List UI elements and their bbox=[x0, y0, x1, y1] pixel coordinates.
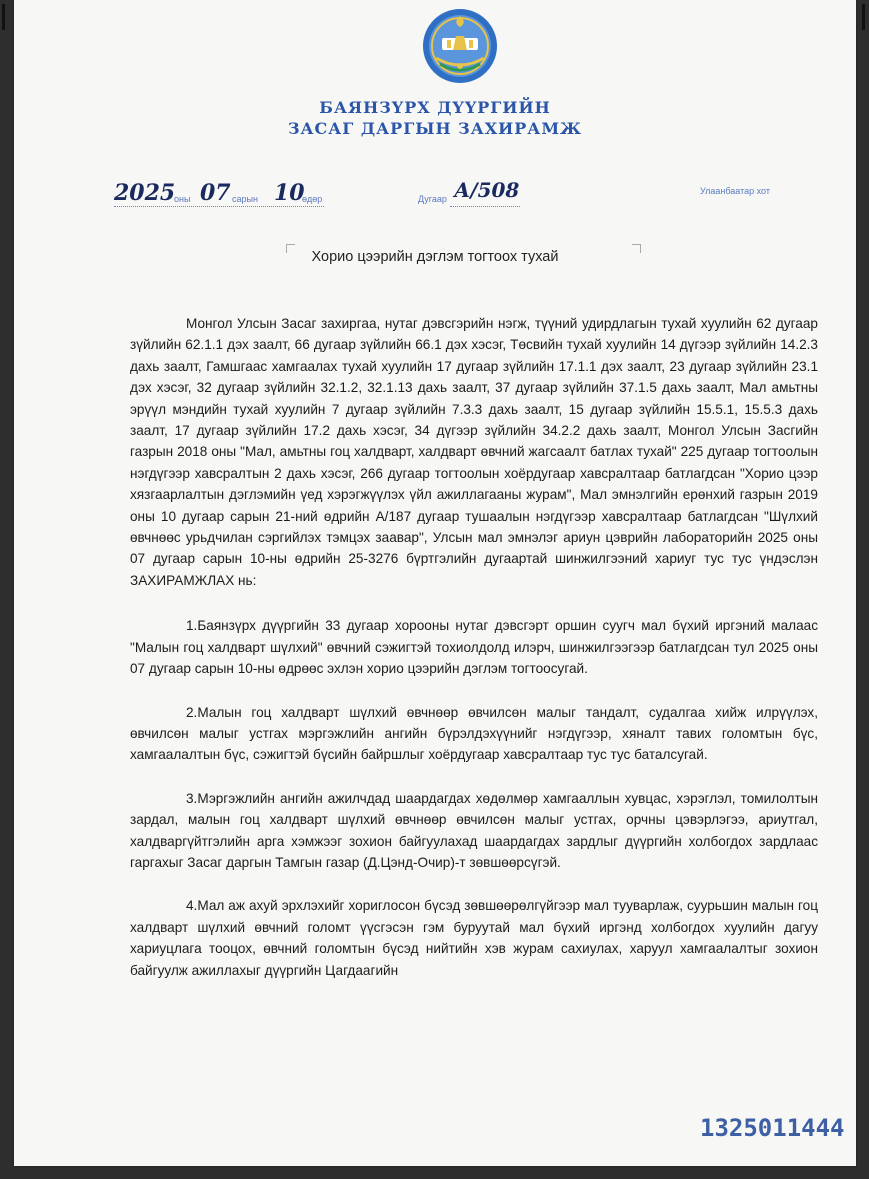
edge-mark-left bbox=[2, 4, 5, 30]
edge-mark-right bbox=[862, 4, 865, 30]
document-order-number: А/508 bbox=[454, 178, 520, 202]
document-meta-row bbox=[14, 172, 856, 212]
document-title: Хорио цээрийн дэглэм тогтоох тухай bbox=[311, 249, 559, 265]
paragraph-item-1: 1.Баянзүрх дүүргийн 33 дугаар хорооны нутаг дэвсгэрт оршин суугч мал бүхий иргэний малаас "Малын гоц халдварт шүлхий" өвчний сэжигтэй тохиолдолд илэрч, шинжилгээгээр батлагдсан тул 2025 оны 07 дугаар сарын 10-ны өдрөөс эхлэн хорио цээрийн дэглэм тогтоосугай. bbox=[130, 618, 818, 677]
date-underline bbox=[114, 206, 324, 207]
date-day-suffix: өдөр bbox=[302, 194, 323, 204]
paragraph-item-4: 4.Мал аж ахуй эрхлэхийг хориглосон бүсэд зөвшөөрөлгүйгээр мал тууварлаж, суурьшин малын гоц халдварт шүлхий өвчний голомт үүсгэсэн гэм буруутай мал бүхий иргэнд холбогдох хуулийн дагуу хариуцлага тооцох, өвчний голомтын бүсэд нийтийн хэв журам сахиулах, харуул хамгаалалтыг зохион байгуулж ажиллахыг дүүргийн Цагдаагийн bbox=[130, 898, 818, 978]
state-emblem-icon bbox=[420, 6, 500, 86]
paragraph-item-2: 2.Малын гоц халдварт шүлхий өвчнөөр өвчилсөн малыг тандалт, судалгаа хийж илрүүлэх, өвчилсөн малыг устгах мэргэжлийн ангийн бүрэлдэхүүнийг нэгдүгээр, хяналт тавих голомтын бүс, хамгаалалтын бүс, сэжигтэй бүсийн байршлыг хоёрдугаар хавсралтаар тус тус баталсугай. bbox=[130, 704, 818, 763]
paragraph-preamble: Монгол Улсын Засаг захиргаа, нутаг дэвсгэрийн нэгж, түүний удирдлагын тухай хуулийн 62 дугаар зүйлийн 62.1.1 дэх заалт, 66 дугаар зүйлийн 66.1 дэх хэсэг, Төсвийн тухай хуулийн 14 дүгээр зүйлийн 14.2.3 дахь заалт, Гамшгаас хамгаалах тухай хуулийн 17 дугаар зүйлийн 17.1.1 дэх заалт, 23 дугаар зүйлийн 23.1 дэх хэсэг, 32 дугаар зүйлийн 32.1.2, 32.1.13 дахь заалт, 37 дугаар зүйлийн 37.1.5 дахь заалт, Мал амьтны эрүүл мэндийн тухай хуулийн 7 дугаар зүйлийн 7.3.3 дахь заалт, 15 дугаар зүйлийн 15.5.1, 15.5.3 дахь заалт, 17 дугаар зүйлийн 17.2 дахь хэсэг, 34 дүгээр зүйлийн 34.2.2 дахь заалт, Монгол Улсын Засгийн газрын 2018 оны "Мал, амьтны гоц халдварт, халдварт өвчний жагсаалт батлах тухай" 225 дугаар тогтоолын нэгдүгээр хавсралтын 2 дахь хэсэг, 266 дугаар тогтоолын хоёрдугаар хавсралтаар батлагдсан "Хорио цээр хязгаарлалтын дэглэмийн үед хэрэгжүүлэх үйл ажиллагааны журам", Мал эмнэлгийн ерөнхий газрын 2019 оны 10 дугаар сарын 21-ний өдрийн А/187 дугаар тушаалын нэгдүгээр хавсралтаар батлагдсан "Шүлхий өвчнөөс урьдчилан сэргийлэх тэмцэх заавар", Улсын мал эмнэлэг ариун цэврийн лабораторийн 2025 оны 07 дугаар сарын 10-ны өдрийн 25-3276 бүртгэлийн дугаартай шинжилгээний хариуг тус тус үндэслэн ЗАХИРАМЖЛАХ нь: bbox=[130, 316, 818, 588]
org-name-line1: БАЯНЗҮРХ ДҮҮРГИЙН bbox=[319, 98, 551, 117]
city-label: Улаанбаатар хот bbox=[700, 186, 770, 196]
document-serial-number: 1325011444 bbox=[700, 1114, 845, 1142]
document-page bbox=[14, 0, 856, 1166]
org-name-line2: ЗАСАГ ДАРГЫН ЗАХИРАМЖ bbox=[287, 119, 583, 138]
number-label: Дугаар bbox=[418, 194, 447, 204]
date-month: 07 bbox=[200, 180, 231, 206]
date-year: 2025 bbox=[114, 180, 176, 206]
paragraph-item-3: 3.Мэргэжлийн ангийн ажилчдад шаардагдах хөдөлмөр хамгааллын хувцас, хэрэглэл, томилолтын зардал, малын гоц халдварт шүлхий өвчнөөр өвчилсөн малыг устгах, орчны цэвэрлэгээ, ариутгал, халдваргүйтгэлийн арга хэмжээг зохион байгуулахад шаардагдах зардлыг дүүргийн холбогдох зардлаас гаргахыг Засаг даргын Тамгын газар (Д.Цэнд-Очир)-т зөвшөөрсүгэй. bbox=[130, 790, 818, 870]
document-body bbox=[130, 313, 818, 981]
number-underline bbox=[450, 206, 520, 207]
date-day: 10 bbox=[274, 180, 305, 206]
date-year-suffix: оны bbox=[174, 194, 191, 204]
date-month-suffix: сарын bbox=[232, 194, 258, 204]
